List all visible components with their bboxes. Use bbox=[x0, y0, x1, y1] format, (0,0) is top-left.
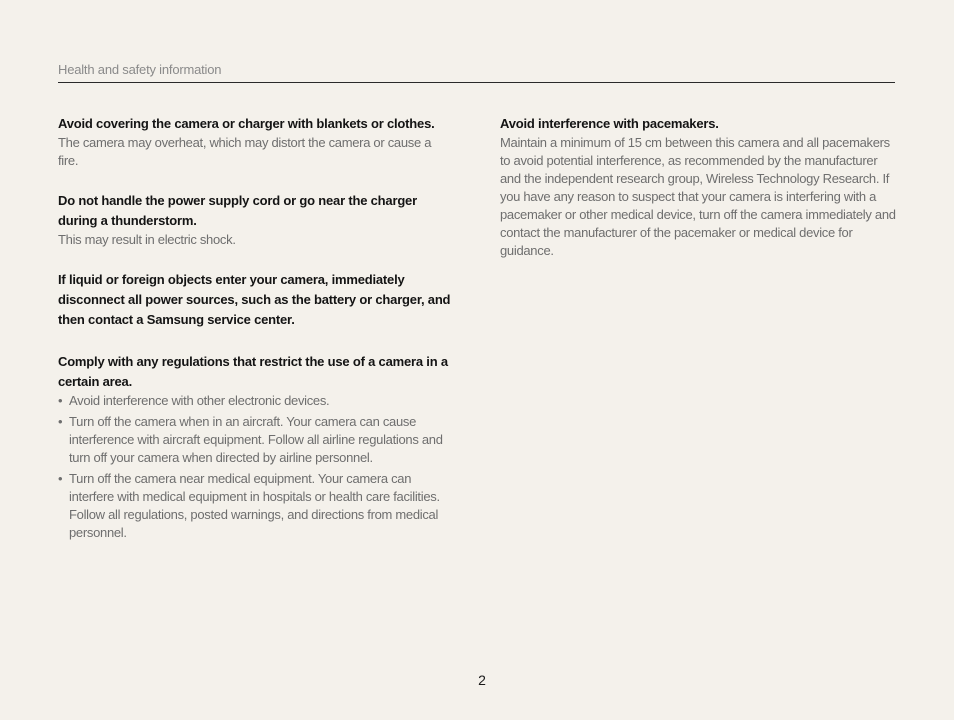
list-item bbox=[58, 470, 453, 542]
safety-section-regulations bbox=[58, 352, 453, 542]
bullet-list bbox=[58, 392, 453, 542]
section-heading: Do not handle the power supply cord or go near the charger during a thunderstorm. bbox=[58, 193, 417, 228]
safety-section-pacemakers bbox=[500, 114, 898, 260]
list-item-text: Avoid interference with other electronic devices. bbox=[69, 393, 330, 408]
section-heading: If liquid or foreign objects enter your camera, immediately disconnect all power sources, such as the battery or charger, and then contact a Samsung service center. bbox=[58, 272, 451, 327]
bullet-icon: • bbox=[58, 414, 63, 429]
section-body: The camera may overheat, which may distort the camera or cause a fire. bbox=[58, 135, 432, 168]
section-heading: Avoid interference with pacemakers. bbox=[500, 116, 719, 131]
bullet-icon: • bbox=[58, 471, 63, 486]
bullet-icon: • bbox=[58, 393, 63, 408]
list-item-text: Turn off the camera when in an aircraft. Your camera can cause interference with aircraft equipment. Follow all airline regulations and turn off your camera when directed by airline personnel. bbox=[69, 414, 443, 465]
right-column bbox=[500, 114, 898, 260]
section-heading: Avoid covering the camera or charger with blankets or clothes. bbox=[58, 116, 435, 131]
safety-section-thunderstorm bbox=[58, 191, 453, 249]
page-number: 2 bbox=[478, 672, 486, 688]
list-item-text: Turn off the camera near medical equipment. Your camera can interfere with medical equipment in hospitals or health care facilities. Follow all regulations, posted warnings, and directions from medical personnel. bbox=[69, 471, 440, 540]
section-body: This may result in electric shock. bbox=[58, 232, 236, 247]
list-item bbox=[58, 392, 453, 410]
left-column bbox=[58, 114, 453, 542]
safety-section-liquid bbox=[58, 270, 453, 330]
list-item bbox=[58, 413, 453, 467]
section-title: Health and safety information bbox=[58, 62, 222, 77]
section-body: Maintain a minimum of 15 cm between this camera and all pacemakers to avoid potential interference, as recommended by the manufacturer and the independent research group, Wireless Technology Research. If you have any reason to suspect that your camera is interfering with a pacemaker or other medical device, turn off the camera immediately and contact the manufacturer of the pacemaker or medical device for guidance. bbox=[500, 135, 896, 258]
page-header bbox=[58, 62, 895, 83]
section-heading: Comply with any regulations that restrict the use of a camera in a certain area. bbox=[58, 354, 448, 389]
safety-section-covering bbox=[58, 114, 453, 170]
